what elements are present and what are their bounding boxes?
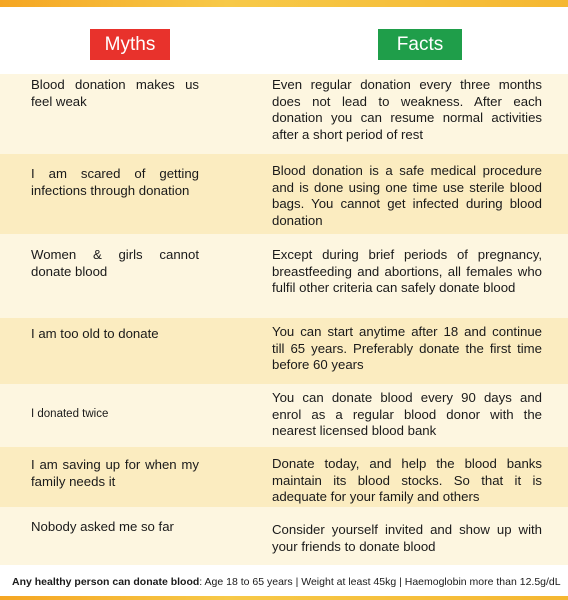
myth-text: Women & girls cannot donate blood [31,247,199,279]
table-row [0,507,568,565]
table-header [0,7,568,74]
table-row [0,447,568,507]
table-row [0,384,568,447]
table-row [0,154,568,234]
fact-text: Consider yourself invited and show up with your friends to donate blood [272,522,542,554]
myth-text: Blood donation makes us feel weak [31,77,199,109]
fact-text: Blood donation is a safe medical procedure and is done using one time use sterile blood bags. You cannot get infected during blood donation [272,163,542,228]
top-accent-bar [0,0,568,7]
fact-text: Even regular donation every three months does not lead to weakness. After each donation you can resume normal activities after a short period of rest [272,77,542,142]
fact-text: You can start anytime after 18 and continue till 65 years. Preferably donate the first time before 60 years [272,324,542,372]
myths-facts-table [0,74,568,565]
footer-details: : Age 18 to 65 years | Weight at least 45kg | Haemoglobin more than 12.5g/dL [199,576,561,588]
fact-text: Donate today, and help the blood banks maintain its blood stocks. So that it is adequate for your family and others [272,456,542,504]
myth-text: I am scared of getting infections through donation [31,166,199,198]
fact-text: Except during brief periods of pregnancy, breastfeeding and abortions, all females who fulfil other criteria can safely donate blood [272,247,542,295]
myth-text: I am saving up for when my family needs it [31,457,199,489]
bottom-accent-bar [0,596,568,600]
footer-bold-text: Any healthy person can donate blood [12,576,200,588]
eligibility-footer [0,565,568,600]
myth-text: I donated twice [31,408,109,420]
table-row [0,74,568,154]
facts-heading: Facts [378,29,462,60]
myth-text: I am too old to donate [31,326,159,341]
myths-heading: Myths [90,29,170,60]
table-row [0,234,568,318]
myth-text: Nobody asked me so far [31,519,174,534]
table-row [0,318,568,384]
fact-text: You can donate blood every 90 days and enrol as a regular blood donor with the nearest licensed blood bank [272,390,542,438]
